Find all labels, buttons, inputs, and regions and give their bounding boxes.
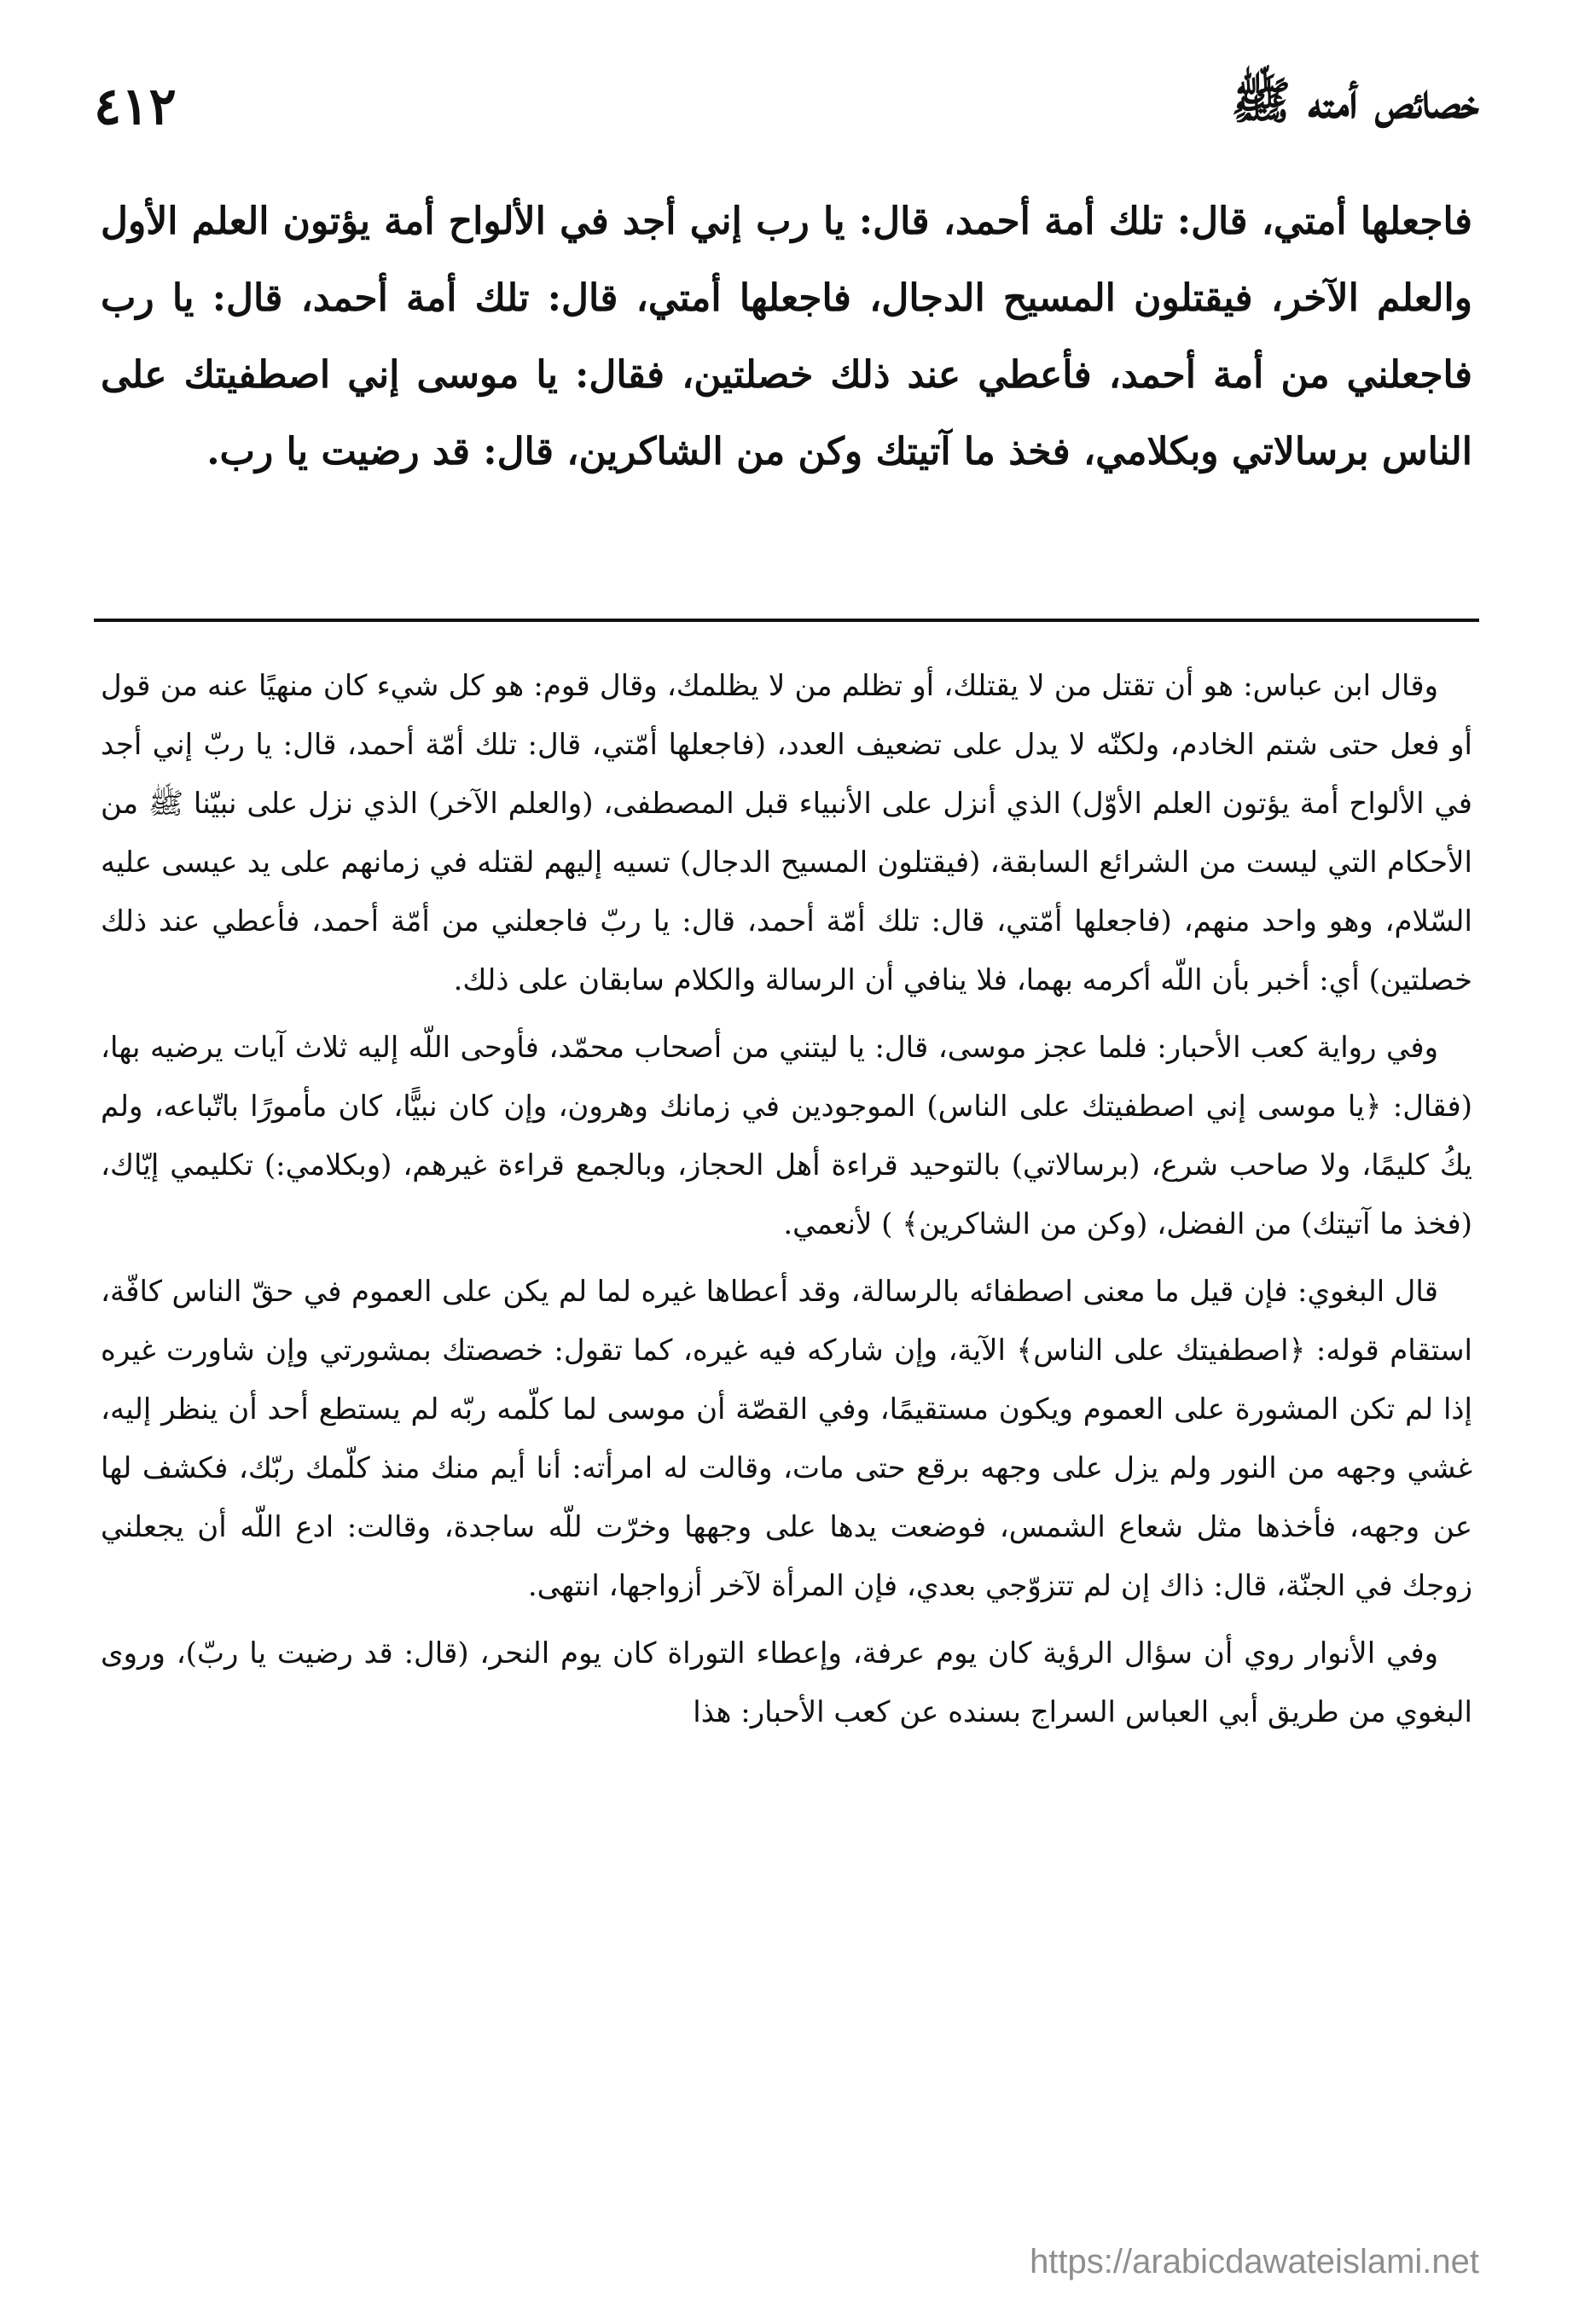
commentary-paragraph: وقال ابن عباس: هو أن تقتل من لا يقتلك، أو تظلم من لا يظلمك، وقال قوم: هو كل شيء كان منهيًا عنه من قول أو فعل حتى شتم الخادم، ولكنّه لا يدل على تضعيف العدد، (فاجعلها أمّتي، قال: تلك أمّة أحمد، قال: يا ربّ إني أجد في الألواح أمة يؤتون العلم الأوّل) الذي أنزل على الأنبياء قبل المصطفى، (والعلم الآخر) الذي نزل على نبيّنا ﷺ من الأحكام التي ليست من الشرائع السابقة، (فيقتلون المسيح الدجال) تسيه إليهم لقتله في زمانهم على يد عيسى عليه السّلام، وهو واحد منهم، (فاجعلها أمّتي، قال: تلك أمّة أحمد، قال: يا ربّ فاجعلني من أمّة أحمد، فأعطي عند ذلك خصلتين) أي: أخبر بأن اللّه أكرمه بهما، فلا ينافي أن الرسالة والكلام سابقان على ذلك.: [101, 669, 1472, 997]
main-hadith-text: فاجعلها أمتي، قال: تلك أمة أحمد، قال: يا رب إني أجد في الألواح أمة يؤتون العلم الأول والعلم الآخر، فيقتلون المسيح الدجال، فاجعلها أمتي، قال: تلك أمة أحمد، قال: يا رب فاجعلني من أمة أحمد، فأعطي عند ذلك خصلتين، فقال: يا موسى إني اصطفيتك على الناس برسالاتي وبكلامي، فخذ ما آتيتك وكن من الشاكرين، قال: قد رضيت يا رب.: [101, 200, 1472, 474]
page-header: [94, 60, 1479, 154]
separator-line: [94, 619, 1479, 622]
commentary-paragraph: وفي الأنوار روي أن سؤال الرؤية كان يوم عرفة، وإعطاء التوراة كان يوم النحر، (قال: قد رضيت يا ربّ)، وروى البغوي من طريق أبي العباس السراج بسنده عن كعب الأحبار: هذا: [101, 1636, 1472, 1729]
commentary-paragraph: قال البغوي: فإن قيل ما معنى اصطفائه بالرسالة، وقد أعطاها غيره لما لم يكن على العموم في حقّ الناس كافّة، استقام قوله: ﴿اصطفيتك على الناس﴾ الآية، وإن شاركه فيه غيره، كما تقول: خصصتك بمشورتي وإن شاورت غيره إذا لم تكن المشورة على العموم ويكون مستقيمًا، وفي القصّة أن موسى لما كلّمه ربّه لم يستطع أحد أن ينظر إليه، غشي وجهه من النور ولم يزل على وجهه برقع حتى مات، وقالت له امرأته: أنا أيم منك منذ كلّمك ربّك، فكشف لها عن وجهه، فأخذها مثل شعاع الشمس، فوضعت يدها على وجهها وخرّت للّه ساجدة، وقالت: ادع اللّه أن يجعلني زوجك في الجنّة، قال: ذاك إن لم تتزوّجي بعدي، فإن المرأة لآخر أزواجها، انتهى.: [101, 1275, 1472, 1603]
commentary-section: [101, 657, 1472, 2256]
page-number: ٤١٢: [94, 77, 177, 137]
commentary-paragraph: وفي رواية كعب الأحبار: فلما عجز موسى، قال: يا ليتني من أصحاب محمّد، فأوحى اللّه إليه ثلاث آيات يرضيه بها، (فقال: ﴿يا موسى إني اصطفيتك على الناس) الموجودين في زمانك وهرون، وإن كان نبيًّا، كان مأمورًا باتّباعه، ولم يكُ كليمًا، ولا صاحب شرع، (برسالاتي) بالتوحيد قراءة أهل الحجاز، وبالجمع قراءة غيرهم، (وبكلامي:) تكليمي إيّاك، (فخذ ما آتيتك) من الفضل، (وكن من الشاكرين﴾ ) لأنعمي.: [101, 1031, 1472, 1241]
watermark-url: https://arabicdawateislami.net: [1030, 2243, 1479, 2280]
running-title: خصائص أمته ﷺ: [1231, 72, 1479, 130]
